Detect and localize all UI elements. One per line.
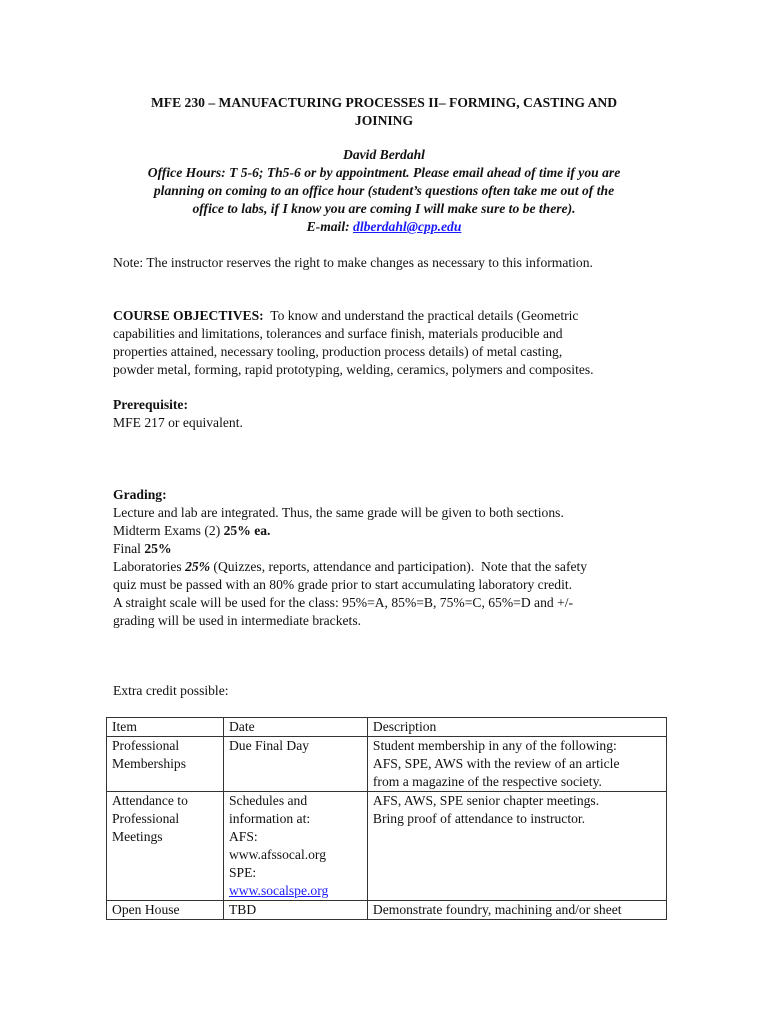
socalspe-link[interactable]: www.socalspe.org [228,883,329,898]
grading-line-integrated: Lecture and lab are integrated. Thus, the same grade will be given to both sections. [113,505,564,520]
table-row [107,737,667,792]
email-link[interactable]: dlberdahl@cpp.edu [353,219,462,234]
grading-heading: Grading: [113,487,167,502]
row1-date [223,737,367,792]
cell-line: AFS: [228,829,258,844]
cell-line: Professional [112,811,180,826]
cell-line: Due Final Day [228,738,310,753]
labs-text: (Quizzes, reports, attendance and participation). Note that the safety [210,559,588,574]
labs-label: Laboratories [113,559,186,574]
instructor-note: Note: The instructor reserves the right to make changes as necessary to this information. [113,255,593,270]
extra-credit-intro: Extra credit possible: [113,683,229,698]
objectives-heading: COURSE OBJECTIVES: [113,308,264,323]
cell-line: AFS, AWS, SPE senior chapter meetings. [372,793,600,808]
row2-date [223,792,367,901]
cell-line: Attendance to [112,793,188,808]
course-title-line2: JOINING [354,113,414,128]
cell-line: AFS, SPE, AWS with the review of an article [372,756,620,771]
email-line [112,218,656,236]
cell-line: Professional [112,738,180,753]
grading-line-final [113,540,653,558]
row2-item [107,792,224,901]
cell-line: Schedules and [228,793,308,808]
midterm-value: 25% ea. [223,523,271,538]
objectives-line1 [113,307,653,325]
prerequisite-section [113,396,653,432]
course-title [112,94,656,130]
labs-value: 25% [185,559,211,574]
cell-line [229,882,362,900]
email-label: E-mail: [306,219,354,234]
grading-line-quiz: quiz must be passed with an 80% grade prior to start accumulating laboratory credit. [113,577,573,592]
row1-item [107,737,224,792]
objectives-line3: properties attained, necessary tooling, production process details) of metal casting, [113,344,563,359]
header-item: Item [107,718,224,737]
row3-description [367,901,666,920]
final-label: Final [113,541,145,556]
cell-line: Meetings [112,829,163,844]
cell-line: SPE: [228,865,257,880]
cell-line: Bring proof of attendance to instructor. [372,811,586,826]
table-row [107,901,667,920]
table-row [107,792,667,901]
cell-line: Demonstrate foundry, machining and/or sheet [372,902,622,917]
final-value: 25% [144,541,172,556]
row2-description [367,792,666,901]
cell-line: TBD [228,902,257,917]
grading-section [113,486,653,630]
office-hours-line3: office to labs, if I know you are coming I will make sure to be there). [192,201,576,216]
objectives-line4: powder metal, forming, rapid prototyping, welding, ceramics, polymers and composites. [113,362,594,377]
course-title-line1: MFE 230 – MANUFACTURING PROCESSES II– FORMING, CASTING AND [150,95,618,110]
cell-line: Memberships [112,756,187,771]
cell-line: Student membership in any of the following: [372,738,617,753]
objectives-text: To know and understand the practical details (Geometric [263,308,579,323]
prerequisite-heading: Prerequisite: [113,397,188,412]
table-header-row [107,718,667,737]
header-date: Date [223,718,367,737]
row3-item [107,901,224,920]
grading-line-scale2: grading will be used in intermediate brackets. [113,613,362,628]
grading-line-scale1: A straight scale will be used for the class: 95%=A, 85%=B, 75%=C, 65%=D and +/- [113,595,574,610]
header-description: Description [367,718,666,737]
cell-line: from a magazine of the respective society. [372,774,602,789]
prerequisite-text: MFE 217 or equivalent. [113,415,243,430]
instructor-name: David Berdahl [343,147,425,162]
midterm-label: Midterm Exams (2) [113,523,224,538]
office-hours-line2: planning on coming to an office hour (student’s questions often take me out of the [153,183,615,198]
grading-line-labs [113,558,653,576]
course-objectives [113,307,653,379]
grading-line-midterm [113,522,653,540]
row3-date [223,901,367,920]
objectives-line2: capabilities and limitations, tolerances and surface finish, materials producible and [113,326,563,341]
cell-line: Open House [112,902,180,917]
row1-description [367,737,666,792]
office-hours [112,164,656,218]
office-hours-line1: Office Hours: T 5-6; Th5-6 or by appointment. Please email ahead of time if you are [147,165,621,180]
extra-credit-table [106,717,667,920]
cell-line: www.afssocal.org [228,847,327,862]
cell-line: information at: [228,811,311,826]
